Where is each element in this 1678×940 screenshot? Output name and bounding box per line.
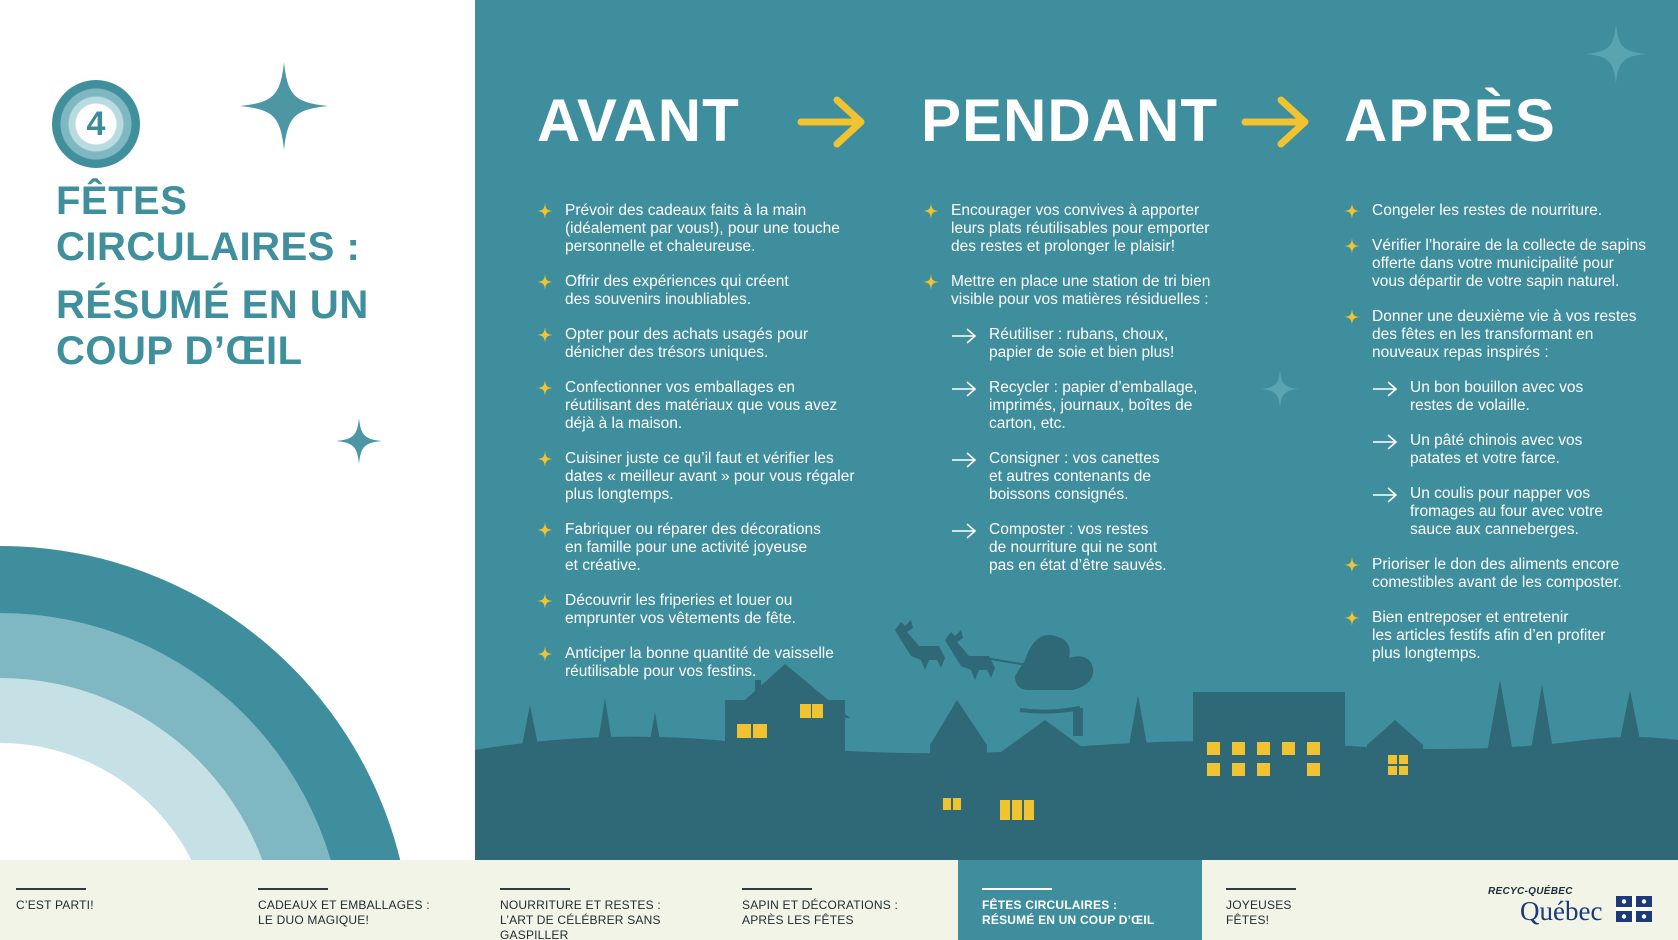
nav-divider (500, 888, 570, 890)
sparkle-bullet-icon (1344, 203, 1360, 219)
thin-arrow-icon (951, 523, 977, 539)
sub-list-item (1372, 485, 1654, 539)
thin-arrow-icon (1372, 434, 1398, 450)
list-item-text: Découvrir les friperies et louer ou emprunter vos vêtements de fête. (565, 592, 796, 627)
nav-item-label: NOURRITURE ET RESTES : L’ART DE CÉLÉBRER SANS GASPILLER (500, 898, 661, 940)
thin-arrow-icon (1372, 487, 1398, 503)
house (930, 700, 987, 820)
list-item (923, 273, 1223, 309)
arrow-right-icon (1241, 96, 1313, 148)
nav-divider (258, 888, 328, 890)
nav-item-label: FÊTES CIRCULAIRES : RÉSUMÉ EN UN COUP D’ŒIL (982, 898, 1155, 927)
list-item-text: Anticiper la bonne quantité de vaisselle réutilisable pour vos festins. (565, 645, 834, 680)
star-icon (1586, 24, 1646, 84)
nav-item-joyeuses-fetes[interactable] (1202, 860, 1432, 940)
thin-arrow-icon (1372, 381, 1398, 397)
list-item (923, 202, 1223, 256)
star-icon (1261, 370, 1299, 408)
section-number: 4 (86, 105, 106, 143)
santa-sleigh-icon (895, 620, 1093, 712)
list-item (537, 273, 867, 309)
star-icon (240, 62, 328, 150)
sparkle-bullet-icon (537, 203, 553, 219)
list-item (537, 326, 867, 362)
sub-list-item (951, 326, 1223, 362)
sub-list-item (1372, 379, 1654, 415)
list-item-text: Congeler les restes de nourriture. (1372, 202, 1603, 219)
list-item (1344, 202, 1654, 220)
nav-divider (742, 888, 812, 890)
nav-item-label: CADEAUX ET EMBALLAGES : LE DUO MAGIQUE! (258, 898, 430, 927)
thin-arrow-icon (951, 328, 977, 344)
arrow-right-icon (797, 96, 869, 148)
logo-quebec-text: Québec (1520, 896, 1603, 926)
sparkle-bullet-icon (1344, 238, 1360, 254)
list-item (1344, 308, 1654, 362)
sparkle-bullet-icon (537, 380, 553, 396)
summary-panel (475, 0, 1678, 860)
title-line-3: COUP D’ŒIL (56, 329, 303, 373)
sub-item-text: Consigner : vos canettes et autres contenants de boissons consignés. (989, 450, 1160, 503)
list-item-text: Fabriquer ou réparer des décorations en famille pour une activité joyeuse et créative. (565, 521, 821, 574)
building (1193, 692, 1345, 810)
sparkle-bullet-icon (537, 327, 553, 343)
list-item (537, 450, 867, 504)
sub-list-item (951, 450, 1223, 504)
title-line-1: FÊTES CIRCULAIRES : (56, 179, 361, 269)
sub-list-item (951, 521, 1223, 575)
nav-item-cadeaux[interactable] (242, 860, 484, 940)
sparkle-bullet-icon (537, 274, 553, 290)
footer-navigation (0, 860, 1678, 940)
nav-item-label: JOYEUSES FÊTES! (1226, 898, 1292, 927)
thin-arrow-icon (951, 381, 977, 397)
heading-pendant: PENDANT (921, 87, 1219, 154)
sparkle-bullet-icon (537, 522, 553, 538)
list-item-text: Confectionner vos emballages en réutilisant des matériaux que vous avez déjà à la maison. (565, 379, 838, 432)
sub-item-text: Un pâté chinois avec vos patates et votre farce. (1410, 432, 1583, 467)
sparkle-bullet-icon (1344, 309, 1360, 325)
sub-item-text: Recycler : papier d’emballage, imprimés, journaux, boîtes de carton, etc. (989, 379, 1198, 432)
nav-item-sapin[interactable] (726, 860, 958, 940)
sparkle-bullet-icon (537, 451, 553, 467)
list-item (537, 521, 867, 575)
village-silhouette-illustration (475, 600, 1678, 860)
heading-apres: APRÈS (1344, 87, 1556, 154)
list-item-text: Encourager vos convives à apporter leurs plats réutilisables pour emporter des restes et prolonger le plaisir! (951, 202, 1210, 255)
star-icon (336, 418, 382, 464)
sub-item-text: Un bon bouillon avec vos restes de volaille. (1410, 379, 1584, 414)
logo-recyc-text: RECYC-QUÉBEC (1488, 886, 1573, 897)
recyc-quebec-logo (1488, 882, 1668, 932)
list-item-text: Cuisiner juste ce qu’il faut et vérifier les dates « meilleur avant » pour vous régaler plus longtemps. (565, 450, 855, 503)
nav-item-label: SAPIN ET DÉCORATIONS : APRÈS LES FÊTES (742, 898, 898, 927)
thin-arrow-icon (951, 452, 977, 468)
list-item-text: Vérifier l’horaire de la collecte de sapins offerte dans votre municipalité pour vous départir de votre sapin naturel. (1372, 237, 1646, 290)
list-item-text: Prioriser le don des aliments encore comestibles avant de les composter. (1372, 556, 1622, 591)
list-item (537, 202, 867, 256)
sub-item-text: Un coulis pour napper vos fromages au four avec votre sauce aux canneberges. (1410, 485, 1603, 538)
list-item-text: Prévoir des cadeaux faits à la main (idéalement par vous!), pour une touche personnelle et chaleureuse. (565, 202, 840, 255)
section-number-badge (52, 80, 140, 168)
nav-item-label: C’EST PARTI! (16, 898, 94, 912)
sparkle-bullet-icon (923, 274, 939, 290)
list-item (1344, 237, 1654, 291)
sub-list-item (1372, 432, 1654, 468)
list-item-text: Opter pour des achats usagés pour dénicher des trésors uniques. (565, 326, 808, 361)
house (1367, 720, 1423, 805)
sparkle-bullet-icon (1344, 557, 1360, 573)
house (990, 708, 1100, 830)
list-item-text: Bien entreposer et entretenir les articles festifs afin d’en profiter plus longtemps. (1372, 609, 1606, 662)
sub-list-item (951, 379, 1223, 433)
nav-divider (982, 888, 1052, 890)
nav-item-cest-parti[interactable] (0, 860, 242, 940)
title-line-2: RÉSUMÉ EN UN (56, 283, 369, 327)
nav-divider (1226, 888, 1296, 890)
list-item-text: Donner une deuxième vie à vos restes des fêtes en les transformant en nouveaux repas inspirés : (1372, 308, 1637, 361)
list-item-text: Mettre en place une station de tri bien visible pour vos matières résiduelles : (951, 273, 1211, 308)
sub-item-text: Réutiliser : rubans, choux, papier de soie et bien plus! (989, 326, 1175, 361)
sparkle-bullet-icon (923, 203, 939, 219)
fleur-de-lis-flag-icon (1616, 896, 1652, 922)
list-item (537, 379, 867, 433)
sub-item-text: Composter : vos restes de nourriture qui ne sont pas en état d’être sauvés. (989, 521, 1167, 574)
left-panel (0, 0, 475, 860)
nav-item-nourriture[interactable] (484, 860, 726, 940)
rainbow-decoration (0, 518, 475, 860)
list-item (1344, 556, 1654, 592)
column-pendant (923, 202, 1223, 592)
nav-item-fetes-circulaires[interactable] (958, 860, 1202, 940)
list-item-text: Offrir des expériences qui créent des souvenirs inoubliables. (565, 273, 789, 308)
heading-avant: AVANT (537, 87, 740, 154)
nav-divider (16, 888, 86, 890)
page-title (56, 178, 456, 374)
